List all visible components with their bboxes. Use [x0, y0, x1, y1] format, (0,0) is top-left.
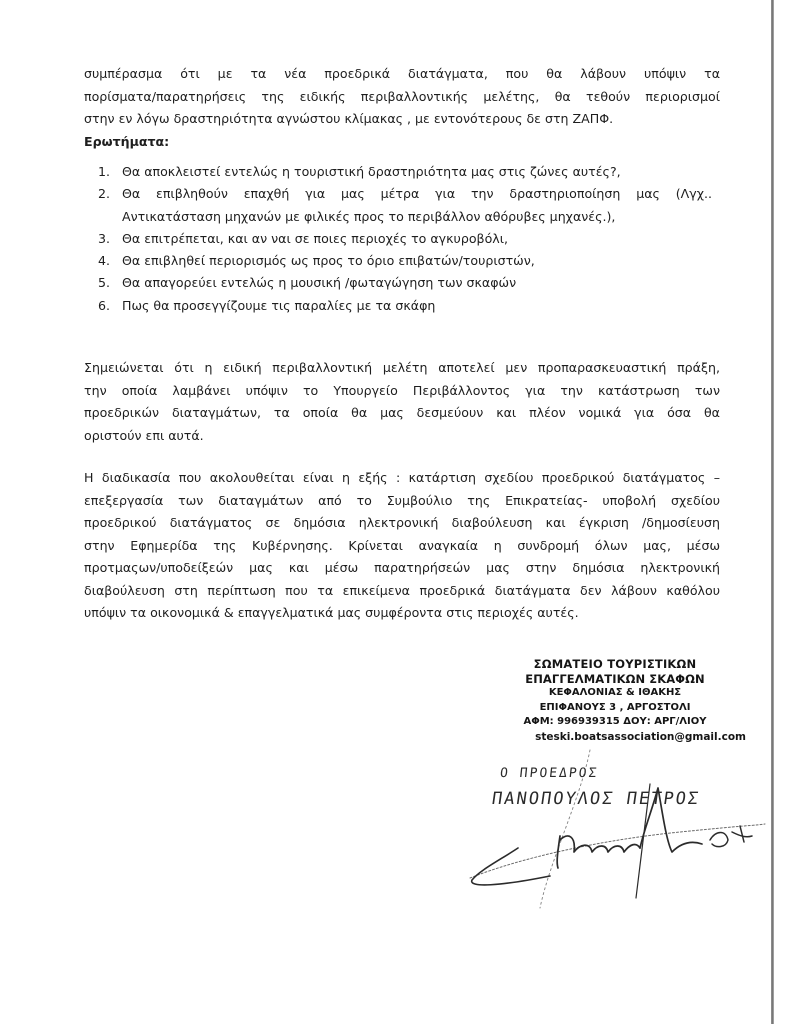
stamp-line: ΚΕΦΑΛΟΝΙΑΣ & ΙΘΑΚΗΣ: [548, 687, 682, 699]
signature-stroke: [640, 788, 702, 852]
question-number: 5.: [98, 275, 111, 291]
question-text: Θα αποκλειστεί εντελώς η τουριστική δραστηριότητα μας στις ζώνες αυτές?,: [122, 164, 621, 179]
association-stamp: [480, 657, 750, 745]
questions-list: [98, 161, 718, 317]
handwritten-title: Ο ΠΡΟΕΔΡΟΣ: [499, 766, 600, 781]
question-item: [98, 295, 718, 317]
question-text: Θα επιβληθούν επαχθή για μας μέτρα για την δραστηριοποίηση μας (Λγχ..: [122, 186, 712, 202]
page-edge-line: [771, 0, 774, 1024]
text-line: την οποία λαμβάνει υπόψιν το Υπουργείο Περιβάλλοντος για την κατάστρωση των: [84, 382, 720, 398]
signature-scribble: [440, 740, 770, 910]
text-line: υπόψιν τα οικονομικά & επαγγελματικά μας συμφέροντα στις περιοχές αυτές.: [84, 605, 579, 620]
question-number: 4.: [98, 253, 111, 269]
question-item: [98, 161, 718, 183]
text-line: προεδρικού διατάγματος σε δημόσια ηλεκτρονική διαβούλευση και έγκριση /δημοσίευση: [84, 515, 720, 530]
text-line: στην Εφημερίδα της Κυβέρνησης. Κρίνεται αναγκαία η συνδρομή όλων μας, μέσω: [84, 537, 720, 553]
question-number: 1.: [98, 164, 111, 179]
paragraph-procedure: [84, 467, 720, 625]
question-text: Θα επιτρέπεται, και αν ναι σε ποιες περιοχές το αγκυροβόλι,: [122, 230, 509, 246]
text-line: προεδρικών διαταγμάτων, τα οποία θα μας δεσμεύουν και πλέον νομικά για όσα θα: [84, 405, 720, 420]
text-line: Σημειώνεται ότι η ειδική περιβαλλοντική μελέτη αποτελεί μεν προπαρασκευαστική πράξη,: [84, 360, 720, 375]
question-number: 3.: [98, 230, 111, 246]
question-text: Πως θα προσεγγίζουμε τις παραλίες με τα σκάφη: [122, 297, 436, 313]
signature-stroke: [710, 826, 752, 847]
question-item: [98, 250, 718, 272]
question-item: [98, 272, 718, 294]
signature-stroke: [540, 750, 590, 908]
signature-stroke: [472, 848, 550, 885]
text-line: συμπέρασμα ότι με τα νέα προεδρικά διατάγματα, που θα λάβουν υπόψιν τα: [84, 66, 720, 81]
text-line: διαβούλευση στη περίπτωση που τα επικείμενα προεδρικά διατάγματα δεν λάβουν καθόλου: [84, 582, 720, 598]
questions-heading: Ερωτήματα:: [84, 134, 170, 149]
question-number: 2.: [98, 186, 111, 202]
stamp-line: ΣΩΜΑΤΕΙΟ ΤΟΥΡΙΣΤΙΚΩΝ: [533, 657, 697, 671]
question-item: [98, 183, 718, 228]
paragraph-conclusion: [84, 63, 720, 131]
text-line: επεξεργασία των διαταγμάτων από το Συμβούλιο της Επικρατείας- υποβολή σχεδίου: [84, 492, 720, 508]
signature-stroke: [636, 784, 650, 898]
text-line: Η διαδικασία που ακολουθείται είναι η εξής : κατάρτιση σχεδίου προεδρικού διατάγματος –: [84, 470, 720, 485]
text-line: πορίσματα/παρατηρήσεις της ειδικής περιβαλλοντικής μελέτης, θα τεθούν περιορισμοί: [84, 88, 720, 104]
paragraph-environmental-study: [84, 357, 720, 447]
handwritten-name: ΠΑΝΟΠΟΥΛΟΣ ΠΕΤΡΟΣ: [490, 789, 702, 809]
question-text: Θα απαγορεύει εντελώς η μουσική /φωταγώγηση των σκαφών: [122, 275, 517, 291]
stamp-line: ΑΦΜ: 996939315 ΔΟΥ: ΑΡΓ/ΛΙΟΥ: [523, 716, 707, 728]
question-text: Θα επιβληθεί περιορισμός ως προς το όριο επιβατών/τουριστών,: [122, 253, 535, 269]
text-line: προτμαςων/υποδείξεών μας και μέσω παρατηρήσεών μας στην δημόσια ηλεκτρονική: [84, 560, 720, 575]
stamp-email: steski.boatsassociation@gmail.com: [535, 730, 746, 743]
stamp-line: ΕΠΑΓΓΕΛΜΑΤΙΚΩΝ ΣΚΑΦΩΝ: [525, 671, 705, 686]
question-number: 6.: [98, 297, 111, 313]
text-line: στην εν λόγω δραστηριότητα αγνώστου κλίμακας , με εντονότερους δε στη ΖΑΠΦ.: [84, 111, 614, 126]
stamp-line: ΕΠΙΦΑΝΟΥΣ 3 , ΑΡΓΟΣΤΟΛΙ: [539, 701, 691, 713]
text-line: οριστούν επι αυτά.: [84, 427, 204, 443]
question-item: [98, 228, 718, 250]
signature-stroke: [557, 836, 640, 868]
question-text: Αντικατάσταση μηχανών με φιλικές προς το περιβάλλον αθόρυβες μηχανές.),: [122, 208, 616, 224]
